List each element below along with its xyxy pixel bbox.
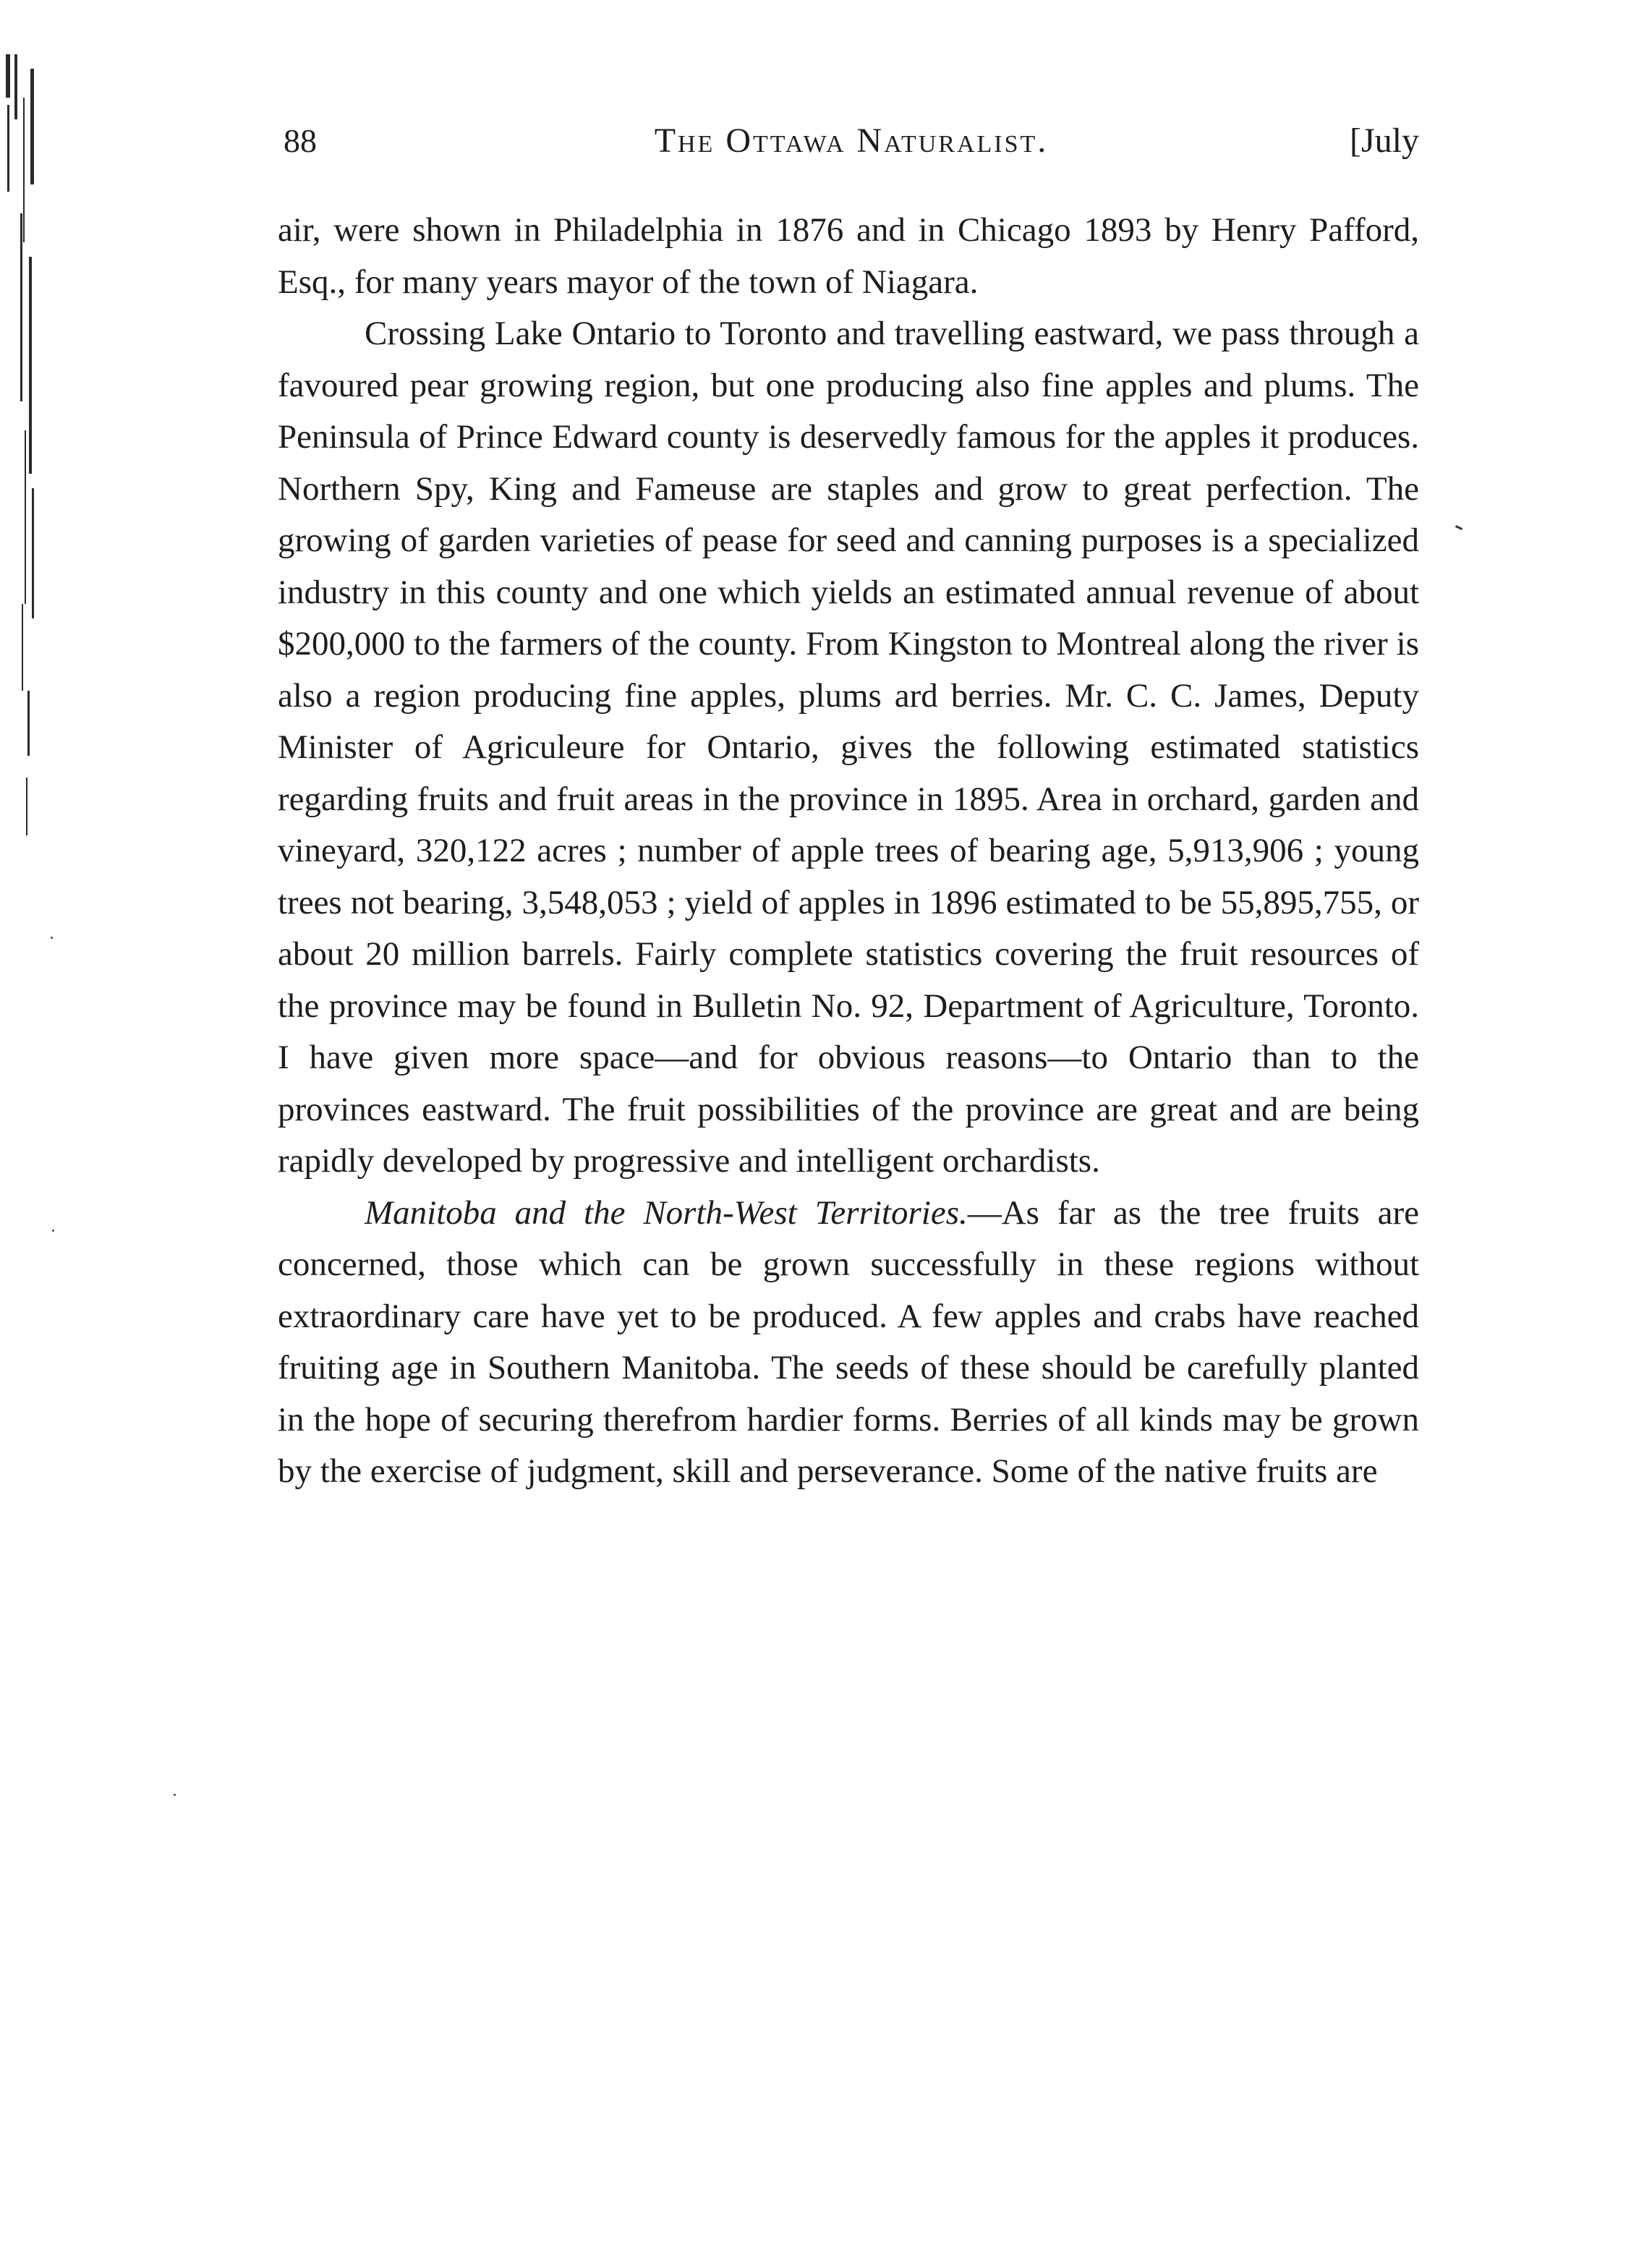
paragraph-1: air, were shown in Philadelphia in 1876 and in Chicago 1893 by Henry Pafford, Esq., for many years mayor of the town of Niagara.: [278, 211, 1419, 301]
binding-edge: [0, 54, 35, 835]
paper-speck: [51, 937, 53, 939]
paragraph-3: [278, 1188, 1419, 1498]
paragraph-3-text: —As far as the tree fruits are concerned, those which can be grown successfully in these regions without extraordinary care have yet to be produced. A few apples and crabs have reached fruiting age in Southern Manitoba. The seeds of these should be carefully planted in the hope of securing therefrom hardier forms. Berries of all kinds may be grown by the exercise of judgment, skill and perseverance. Some of the native fruits are: [278, 1193, 1419, 1490]
paper-speck: [174, 1794, 176, 1796]
article-body: [278, 205, 1419, 1498]
stray-mark: [1455, 525, 1462, 530]
running-title: The Ottawa Naturalist.: [654, 122, 1049, 160]
issue-month: [July: [1350, 122, 1419, 160]
paragraph-2: Crossing Lake Ontario to Toronto and travelling eastward, we pass through a favoured pear growing region, but one producing also fine apples and plums. The Peninsula of Prince Edward county is deservedly famous for the apples it produces. Northern Spy, King and Fameuse are staples and grow to great perfection. The growing of garden varieties of pease for seed and canning purposes is a specialized industry in this county and one which yields an estimated annual revenue of about $200,000 to the farmers of the county. From Kingston to Montreal along the river is also a region producing fine apples, plums ard berries. Mr. C. C. James, Deputy Minister of Agriculeure for Ontario, gives the following estimated statistics regarding fruits and fruit areas in the province in 1895. Area in orchard, garden and vineyard, 320,122 acres ; number of apple trees of bearing age, 5,913,906 ; young trees not bearing, 3,548,053 ; yield of apples in 1896 estimated to be 55,895,755, or about 20 million barrels. Fairly complete statistics covering the fruit resources of the province may be found in Bulletin No. 92, Department of Agriculture, Toronto. I have given more space—and for obvious reasons—to Ontario than to the provinces eastward. The fruit possibilities of the province are great and are being rapidly developed by progressive and intelligent orchardists.: [278, 315, 1419, 1180]
paper-speck: [52, 1230, 54, 1232]
page-number: 88: [284, 122, 317, 159]
running-header: [284, 116, 1419, 166]
section-heading: Manitoba and the North-West Territories.: [365, 1193, 968, 1232]
